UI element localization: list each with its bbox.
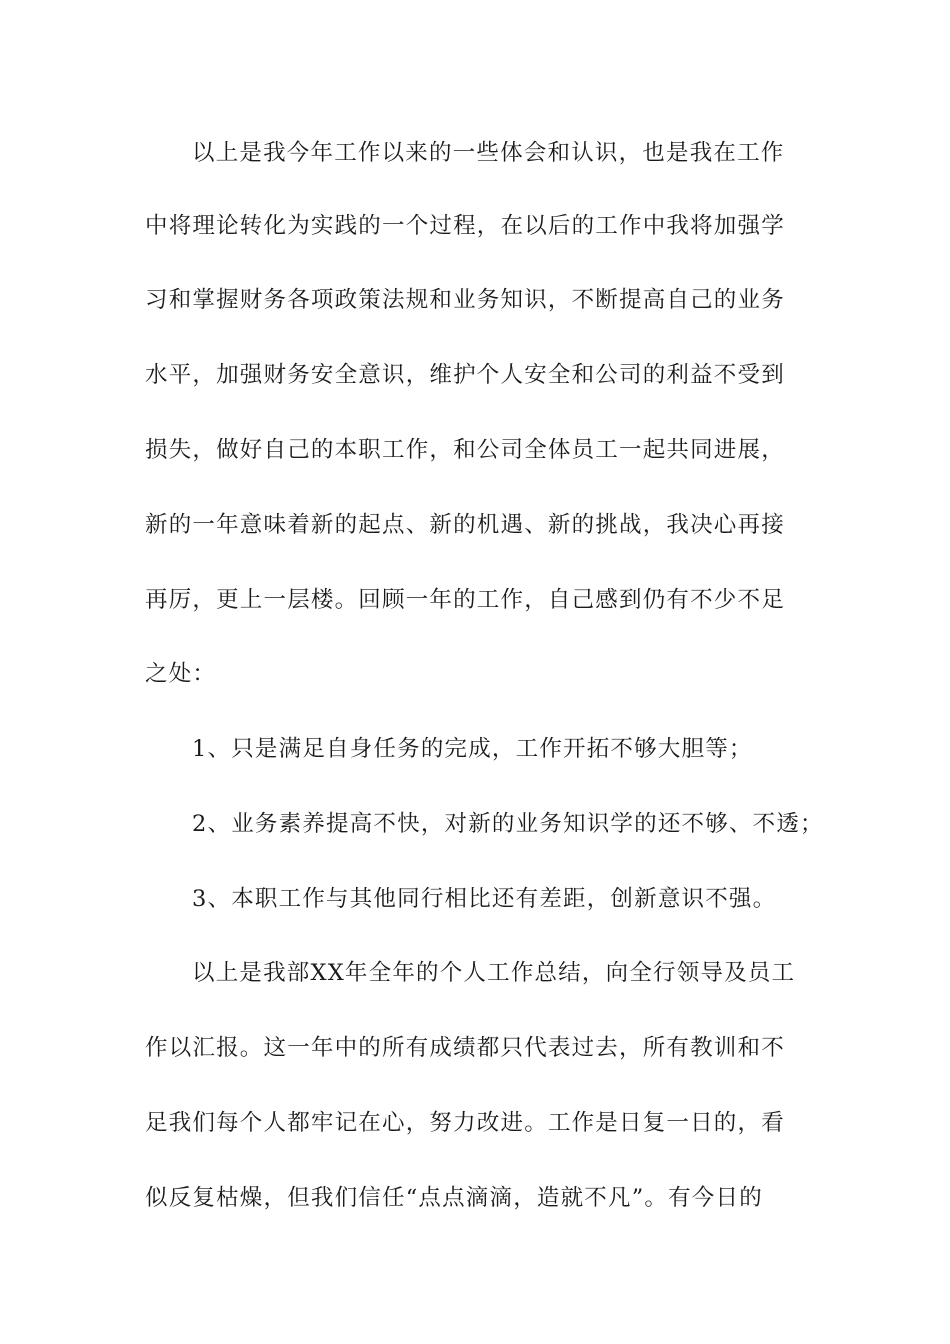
paragraph-2-line-3: 足我们每个人都牢记在心，努力改进。工作是日复一日的，看 (145, 1110, 785, 1136)
paragraph-1-line-2: 中将理论转化为实践的一个过程，在以后的工作中我将加强学 (145, 213, 785, 239)
paragraph-1-line-6: 新的一年意味着新的起点、新的机遇、新的挑战，我决心再接 (145, 512, 785, 538)
paragraph-2-line-2: 作以汇报。这一年中的所有成绩都只代表过去，所有教训和不 (145, 1035, 785, 1061)
list-item-2: 2、业务素养提高不快，对新的业务知识学的还不够、不透； (192, 811, 824, 837)
paragraph-1-line-4: 水平，加强财务安全意识，维护个人安全和公司的利益不受到 (145, 362, 785, 388)
paragraph-2-line-4: 似反复枯燥，但我们信任“点点滴滴，造就不凡”。有今日的 (145, 1185, 763, 1211)
list-item-3: 3、本职工作与其他同行相比还有差距，创新意识不强。 (192, 886, 777, 912)
paragraph-1-line-5: 损失，做好自己的本职工作，和公司全体员工一起共同进展， (145, 437, 785, 463)
paragraph-2-line-1: 以上是我部XX年全年的个人工作总结，向全行领导及员工 (192, 960, 796, 986)
paragraph-1-line-7: 再厉，更上一层楼。回顾一年的工作，自己感到仍有不少不足 (145, 587, 785, 613)
paragraph-1-line-3: 习和掌握财务各项政策法规和业务知识，不断提高自己的业务 (145, 287, 785, 313)
paragraph-1-line-8: 之处： (145, 661, 217, 687)
paragraph-1-line-1: 以上是我今年工作以来的一些体会和认识，也是我在工作 (192, 140, 785, 166)
list-item-1: 1、只是满足自身任务的完成，工作开拓不够大胆等； (192, 736, 753, 762)
